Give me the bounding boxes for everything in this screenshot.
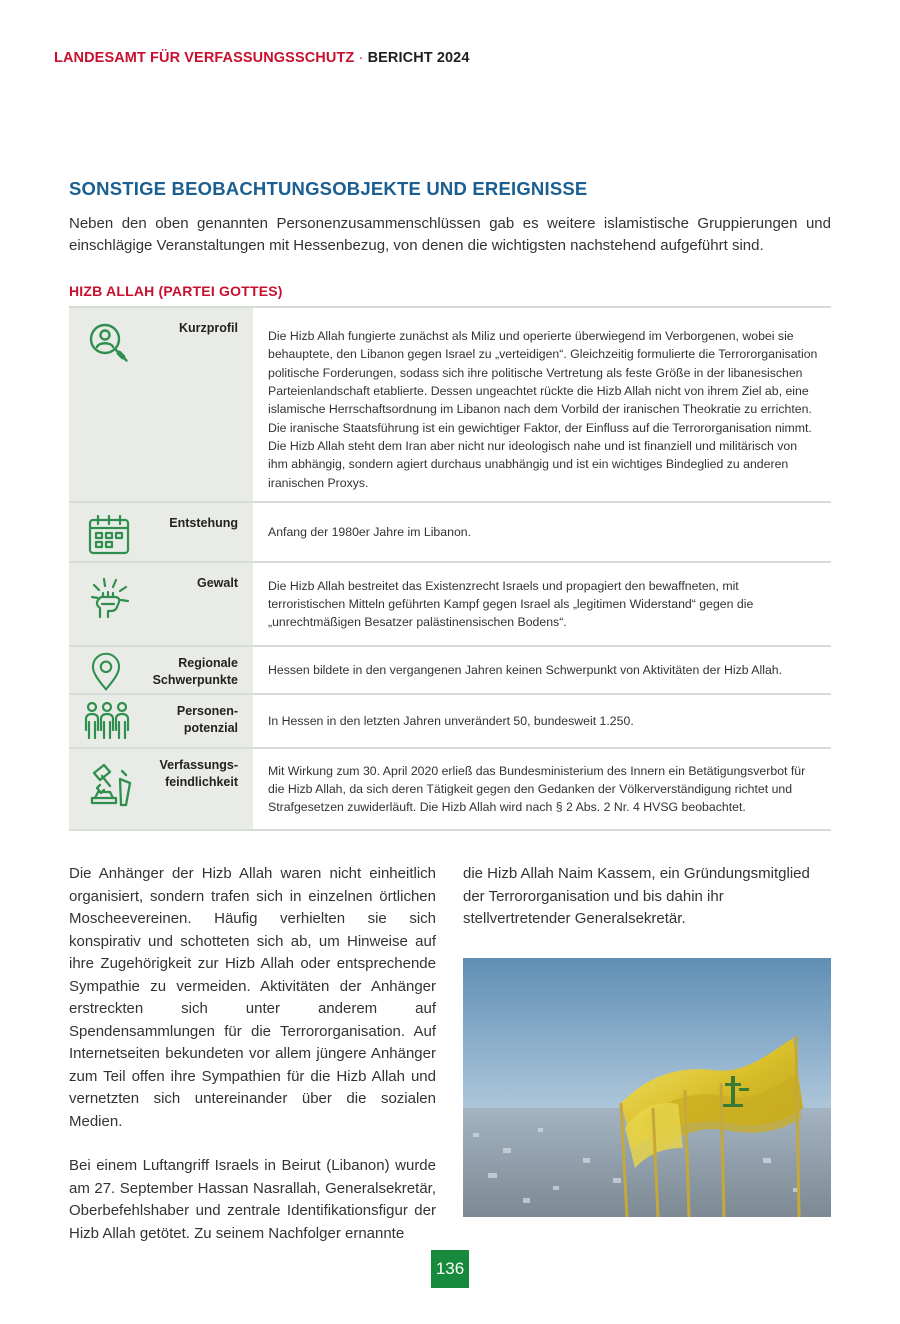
- magnifier-person-icon: [86, 320, 132, 366]
- location-pin-icon: [86, 652, 126, 692]
- header-org: LANDESAMT FÜR VERFASSUNGSSCHUTZ: [54, 50, 355, 66]
- body-paragraph: Bei einem Luftangriff Israels in Beirut (Libanon) wurde am 27. September Hassan Nasrallah, Generalsekretär, Oberbefehlshaber und zentrale Identifikationsfigur der Hizb Allah getötet. Zu seinem Nachfolger ernannte: [69, 1157, 436, 1242]
- fist-explosion-icon: [86, 575, 132, 621]
- profile-label: Regionale Schwerpunkte: [152, 656, 238, 687]
- section-intro: Neben den oben genannten Personenzusammenschlüssen gab es weitere islamistische Gruppierungen und einschlägige Veranstaltungen mit Hessenbezug, von denen die wichtigsten nachstehend aufgeführt sind.: [69, 215, 831, 254]
- header-separator: ·: [358, 50, 364, 66]
- people-group-icon: [83, 700, 131, 744]
- profile-row-regionale-schwerpunkte: [69, 647, 831, 695]
- profile-label: Gewalt: [197, 576, 238, 590]
- profile-label-cell: [69, 695, 254, 747]
- profile-label: Verfassungs- feindlichkeit: [159, 758, 238, 789]
- profile-label: Kurzprofil: [178, 321, 238, 335]
- page-number: 136: [431, 1250, 469, 1288]
- profile-text: Anfang der 1980er Jahre im Libanon.: [268, 524, 472, 539]
- profile-row-kurzprofil: [69, 308, 831, 503]
- running-header: [54, 50, 470, 66]
- profile-table: [69, 306, 831, 831]
- profile-label-cell: [69, 308, 254, 501]
- profile-label-cell: [69, 647, 254, 693]
- profile-label-cell: [69, 563, 254, 645]
- section-title: SONSTIGE BEOBACHTUNGSOBJEKTE UND EREIGNISSE: [69, 178, 588, 199]
- body-column-right: [463, 863, 830, 931]
- body-column-left: [69, 863, 436, 1245]
- profile-label: Personen- potenzial: [176, 704, 238, 735]
- body-paragraph: Die Anhänger der Hizb Allah waren nicht einheitlich organisiert, sondern trafen sich in einzelnen örtlichen Moscheevereinen. Häufig verhielten sie sich konspirativ und schotteten sich ab, um Hinweise auf ihre Zugehörigkeit zur Hizb Allah oder entsprechende Sympathie zu vermeiden. Aktivitäten der Anhänger erstreckten sich unter anderem auf Spendensammlungen für die Terrororganisation. Auf Internetseiten bekundeten vor allem jüngere Anhänger zum Teil offen ihre Sympathien für die Hizb Allah und vernetzten sich untereinander über die sozialen Medien.: [69, 865, 436, 1130]
- body-paragraph: die Hizb Allah Naim Kassem, ein Gründungsmitglied der Terrororganisation und bis dahin ihr stellvertretender Generalsekretär.: [463, 865, 810, 927]
- profile-text: Die Hizb Allah fungierte zunächst als Miliz und operierte überwiegend im Verborgenen, wobei sie behauptete, den Libanon gegen Israel zu „verteidigen“. Gleichzeitig formulierte die Terrororganisation politische Forderungen, sodass sich ihre politische Vertretung als feste Größe in der libanesischen Parteienlandschaft etablierte. Dessen ungeachtet rückte die Hizb Allah nicht von ihrem Ziel ab, eine islamische Herrschaftsordnung im Libanon nach dem Vorbild der iranischen Theokratie zu errichten. Die iranische Staatsführung ist ein gewichtiger Faktor, der Einfluss auf die Terrororganisation nimmt. Die Hizb Allah steht dem Iran aber nicht nur ideologisch nahe und ist finanziell und militärisch von ihm abhängig, sondern agiert durchaus unabhängig und ist ein wichtiges Bindeglied zu anderen iranischen Proxys.: [268, 329, 818, 490]
- profile-row-verfassungsfeindlichkeit: [69, 749, 831, 831]
- profile-label-cell: [69, 503, 254, 561]
- gavel-icon: [86, 759, 138, 811]
- profile-text: Mit Wirkung zum 30. April 2020 erließ das Bundesministerium des Innern ein Betätigungsverbot für die Hizb Allah, da sich deren Tätigkeit gegen den Gedanken der Völkerverständigung richtet und Strafgesetzen zuwiderläuft. Die Hizb Allah wird nach § 2 Abs. 2 Nr. 4 HVSG beobachtet.: [268, 763, 806, 815]
- flags-photo: [463, 958, 831, 1217]
- profile-row-personenpotenzial: [69, 695, 831, 749]
- group-title: HIZB ALLAH (PARTEI GOTTES): [69, 283, 283, 299]
- profile-label: Entstehung: [169, 516, 238, 530]
- profile-label-cell: [69, 749, 254, 829]
- profile-text: In Hessen in den letzten Jahren unverändert 50, bundesweit 1.250.: [268, 713, 634, 728]
- header-year: BERICHT 2024: [367, 50, 470, 66]
- calendar-icon: [86, 511, 132, 557]
- profile-text: Hessen bildete in den vergangenen Jahren keinen Schwerpunkt von Aktivitäten der Hizb Allah.: [268, 662, 783, 677]
- profile-row-entstehung: [69, 503, 831, 563]
- profile-row-gewalt: [69, 563, 831, 647]
- profile-text: Die Hizb Allah bestreitet das Existenzrecht Israels und propagiert den bewaffneten, mit terroristischen Mitteln geführten Kampf gegen Israel als „legitimen Widerstand“ gegen die „unrechtmäßigen Besatzer palästinensischen Bodens“.: [268, 578, 754, 630]
